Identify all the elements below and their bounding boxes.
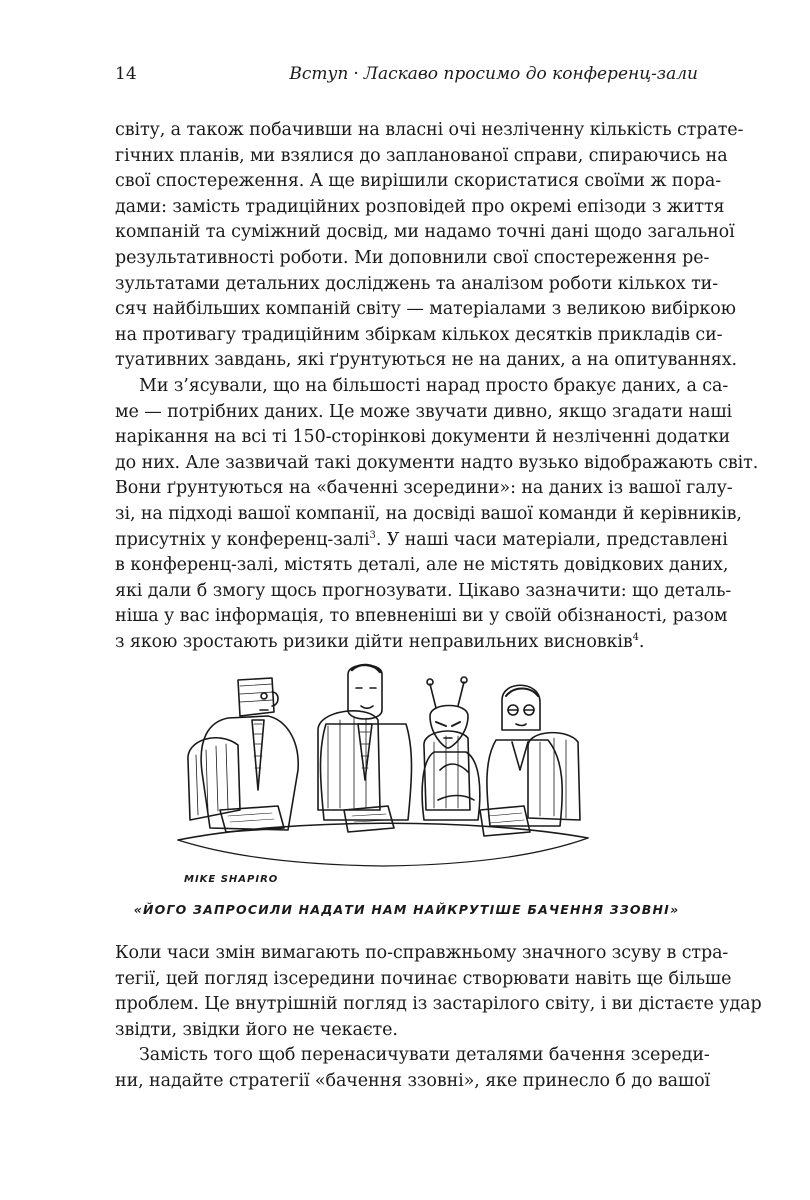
paragraph-3 [115,941,762,1043]
text-line: звідти, звідки його не чекаєте. [115,1019,398,1040]
text-fragment: . [638,631,645,652]
text-line: на противагу традиційним збіркам кількох десятків прикладів си- [115,324,723,345]
chair-right-center [424,731,470,810]
chair-right [528,733,580,820]
separator: · [353,64,359,84]
text-fragment: . У наші часи матеріали, представлені [375,529,728,550]
cartoonist-signature: MIKE SHAPIRO [184,874,279,885]
text-line: ме — потрібних даних. Це може звучати дивно, якщо згадати наші [115,401,733,422]
text-line-with-footnote [115,528,728,554]
running-head [115,64,698,84]
paragraph-4 [115,1043,711,1094]
text-line: зі, на підході вашої компанії, на досвіді вашої команди й керівників, [115,503,742,524]
text-line: зультатами детальних досліджень та аналізом роботи кількох ти- [115,273,719,294]
text-line: нарікання на всі ті 150-сторінкові документи й незліченні додатки [115,427,731,448]
text-line: які дали б змогу щось прогнозувати. Цікаво зазначити: що деталь- [115,580,732,601]
cartoon-caption: «ЙОГО ЗАПРОСИЛИ НАДАТИ НАМ НАЙКРУТІШЕ БАЧЕННЯ ЗЗОВНІ» [133,902,680,917]
text-line: тегії, цей погляд ізсередини починає створювати навіть ще більше [115,968,732,989]
person-alien [422,677,480,820]
page-number: 14 [115,64,137,84]
text-line: світу, а також побачивши на власні очі незліченну кількість страте- [115,120,744,140]
chair-center [318,711,380,810]
cartoon-illustration [168,660,598,896]
text-line: компаній та суміжний досвід, ми надамо точні дані щодо загальної [115,222,735,243]
paragraph-2 [115,374,759,656]
paragraph-1 [115,118,744,374]
text-line: результативності роботи. Ми доповнили свої спостереження ре- [115,247,710,268]
text-line: гічних планів, ми взялися до запланованої справи, спираючись на [115,145,728,166]
text-fragment: з якою зростають ризики дійти неправильних висновків [115,631,633,652]
text-block-bottom [115,941,762,1095]
chapter-title: Ласкаво просимо до конференц-зали [363,64,698,84]
text-line: проблем. Це внутрішній погляд із застарілого світу, і ви дістаєте удар [115,994,762,1015]
person-left [201,678,298,832]
text-line: дами: замість традиційних розповідей про окремі епізоди з життя [115,196,725,217]
text-line: Ми з’ясували, що на більшості нарад просто бракує даних, а са- [139,375,729,396]
footnote-ref-4[interactable]: 4 [632,632,639,644]
text-line: Вони ґрунтуються на «баченні зсередини»: на даних із вашої галу- [115,478,733,499]
running-title [289,64,698,84]
section-name: Вступ [289,64,349,84]
text-line: туативних завдань, які ґрунтуються не на даних, а на опитуваннях. [115,350,737,371]
text-line: Замість того щоб перенасичувати деталями бачення зсереди- [139,1045,710,1066]
text-line: ніша у вас інформація, то впевненіші ви у своїй обізнаності, разом [115,606,728,627]
text-line: до них. Але зазвичай такі документи надто вузько відображають світ. [115,452,759,473]
chair-left [188,738,240,820]
text-line: в конференц-залі, містять деталі, але не містять довідкових даних, [115,555,729,576]
text-block-top [115,118,759,655]
text-line: Коли часи змін вимагають по-справжньому значного зсуву в стра- [115,943,729,963]
text-line: ни, надайте стратегії «бачення ззовні», яке принесло б до вашої [115,1070,711,1091]
text-fragment: присутніх у конференц-залі [115,529,370,550]
person-woman [480,685,562,836]
text-line: сяч найбільших компаній світу — матеріалами з великою вибіркою [115,299,736,320]
text-line-with-footnote [115,630,698,656]
text-line: свої спостереження. А ще вирішили скористатися своїми ж пора- [115,171,722,192]
footnote-ref-3[interactable]: 3 [369,529,376,541]
